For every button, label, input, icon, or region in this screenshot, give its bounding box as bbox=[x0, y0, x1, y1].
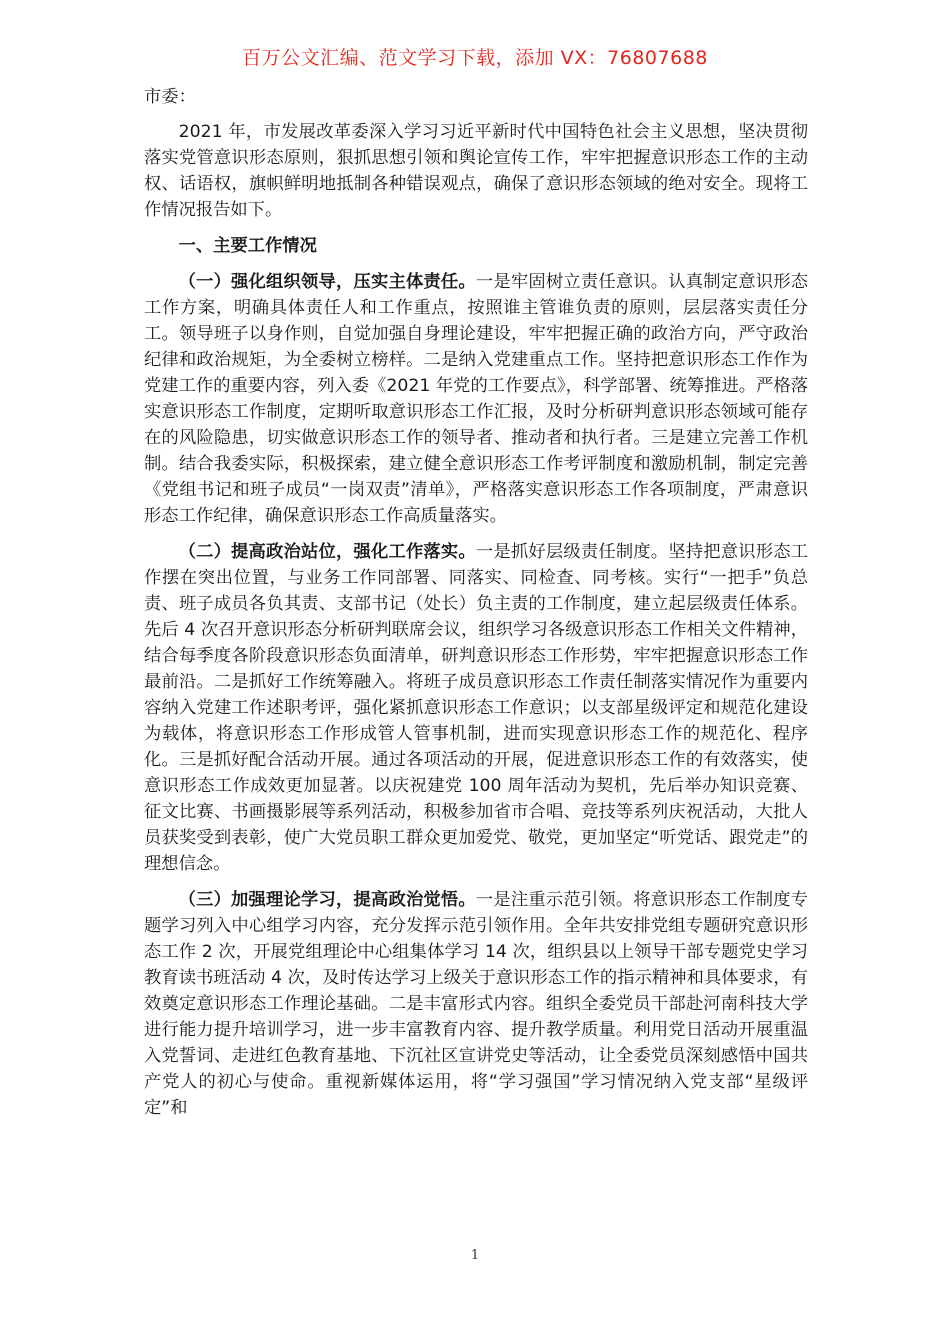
header-banner: 百万公文汇编、范文学习下载，添加 VX：76807688 bbox=[242, 47, 708, 69]
subsection-1-paragraph bbox=[144, 269, 808, 529]
subsection-3-paragraph bbox=[144, 887, 808, 1121]
subsection-1-lead: （一）强化组织领导，压实主体责任。 bbox=[178, 272, 476, 292]
subsection-2-paragraph bbox=[144, 539, 808, 877]
subsection-2-body: 一是抓好层级责任制度。坚持把意识形态工作摆在突出位置，与业务工作同部署、同落实、同检查、同考核。实行“一把手”负总责、班子成员各负其责、支部书记（处长）负主责的工作制度，建立起层级责任体系。先后 4 次召开意识形态分析研判联席会议，组织学习各级意识形态工作相关文件精神，结合每季度各阶段意识形态负面清单，研判意识形态工作形势，牢牢把握意识形态工作最前沿。二是抓好工作统筹融入。将班子成员意识形态工作责任制落实情况作为重要内容纳入党建工作述职考评，强化紧抓意识形态工作意识；以支部星级评定和规范化建设为载体，将意识形态工作形成管人管事机制，进而实现意识形态工作的规范化、程序化。三是抓好配合活动开展。通过各项活动的开展，促进意识形态工作的有效落实，使意识形态工作成效更加显著。以庆祝建党 100 周年活动为契机，先后举办知识竞赛、征文比赛、书画摄影展等系列活动，积极参加省市合唱、竞技等系列庆祝活动，大批人员获奖受到表彰，使广大党员职工群众更加爱党、敬党，更加坚定“听党话、跟党走”的理想信念。 bbox=[144, 542, 808, 874]
document-body bbox=[144, 84, 808, 1121]
intro-paragraph: 2021 年，市发展改革委深入学习习近平新时代中国特色社会主义思想，坚决贯彻落实党管意识形态原则，狠抓思想引领和舆论宣传工作，牢牢把握意识形态工作的主动权、话语权，旗帜鲜明地抵制各种错误观点，确保了意识形态领域的绝对安全。现将工作情况报告如下。 bbox=[144, 122, 808, 220]
subsection-3-body: 一是注重示范引领。将意识形态工作制度专题学习列入中心组学习内容，充分发挥示范引领作用。全年共安排党组专题研究意识形态工作 2 次，开展党组理论中心组集体学习 14 次，组织县以上领导干部专题党史学习教育读书班活动 4 次，及时传达学习上级关于意识形态工作的指示精神和具体要求，有效奠定意识形态工作理论基础。二是丰富形式内容。组织全委党员干部赴河南科技大学进行能力提升培训学习，进一步丰富教育内容、提升教学质量。利用党日活动开展重温入党誓词、走进红色教育基地、下沉社区宣讲党史等活动，让全委党员深刻感悟中国共产党人的初心与使命。重视新媒体运用，将“学习强国”学习情况纳入党支部“星级评定”和 bbox=[144, 890, 808, 1118]
subsection-1-body: 一是牢固树立责任意识。认真制定意识形态工作方案，明确具体责任人和工作重点，按照谁主管谁负责的原则，层层落实责任分工。领导班子以身作则，自觉加强自身理论建设，牢牢把握正确的政治方向，严守政治纪律和政治规矩，为全委树立榜样。二是纳入党建重点工作。坚持把意识形态工作作为党建工作的重要内容，列入委《2021 年党的工作要点》，科学部署、统筹推进。严格落实意识形态工作制度，定期听取意识形态工作汇报，及时分析研判意识形态领域可能存在的风险隐患，切实做意识形态工作的领导者、推动者和执行者。三是建立完善工作机制。结合我委实际，积极探索，建立健全意识形态工作考评制度和激励机制，制定完善《党组书记和班子成员“一岗双责”清单》，严格落实意识形态工作各项制度，严肃意识形态工作纪律，确保意识形态工作高质量落实。 bbox=[144, 272, 808, 526]
salutation: 市委： bbox=[144, 87, 196, 107]
subsection-3-lead: （三）加强理论学习，提高政治觉悟。 bbox=[178, 890, 476, 910]
page-number: 1 bbox=[470, 1248, 480, 1263]
section-heading: 一、主要工作情况 bbox=[178, 236, 317, 256]
subsection-2-lead: （二）提高政治站位，强化工作落实。 bbox=[178, 542, 476, 562]
